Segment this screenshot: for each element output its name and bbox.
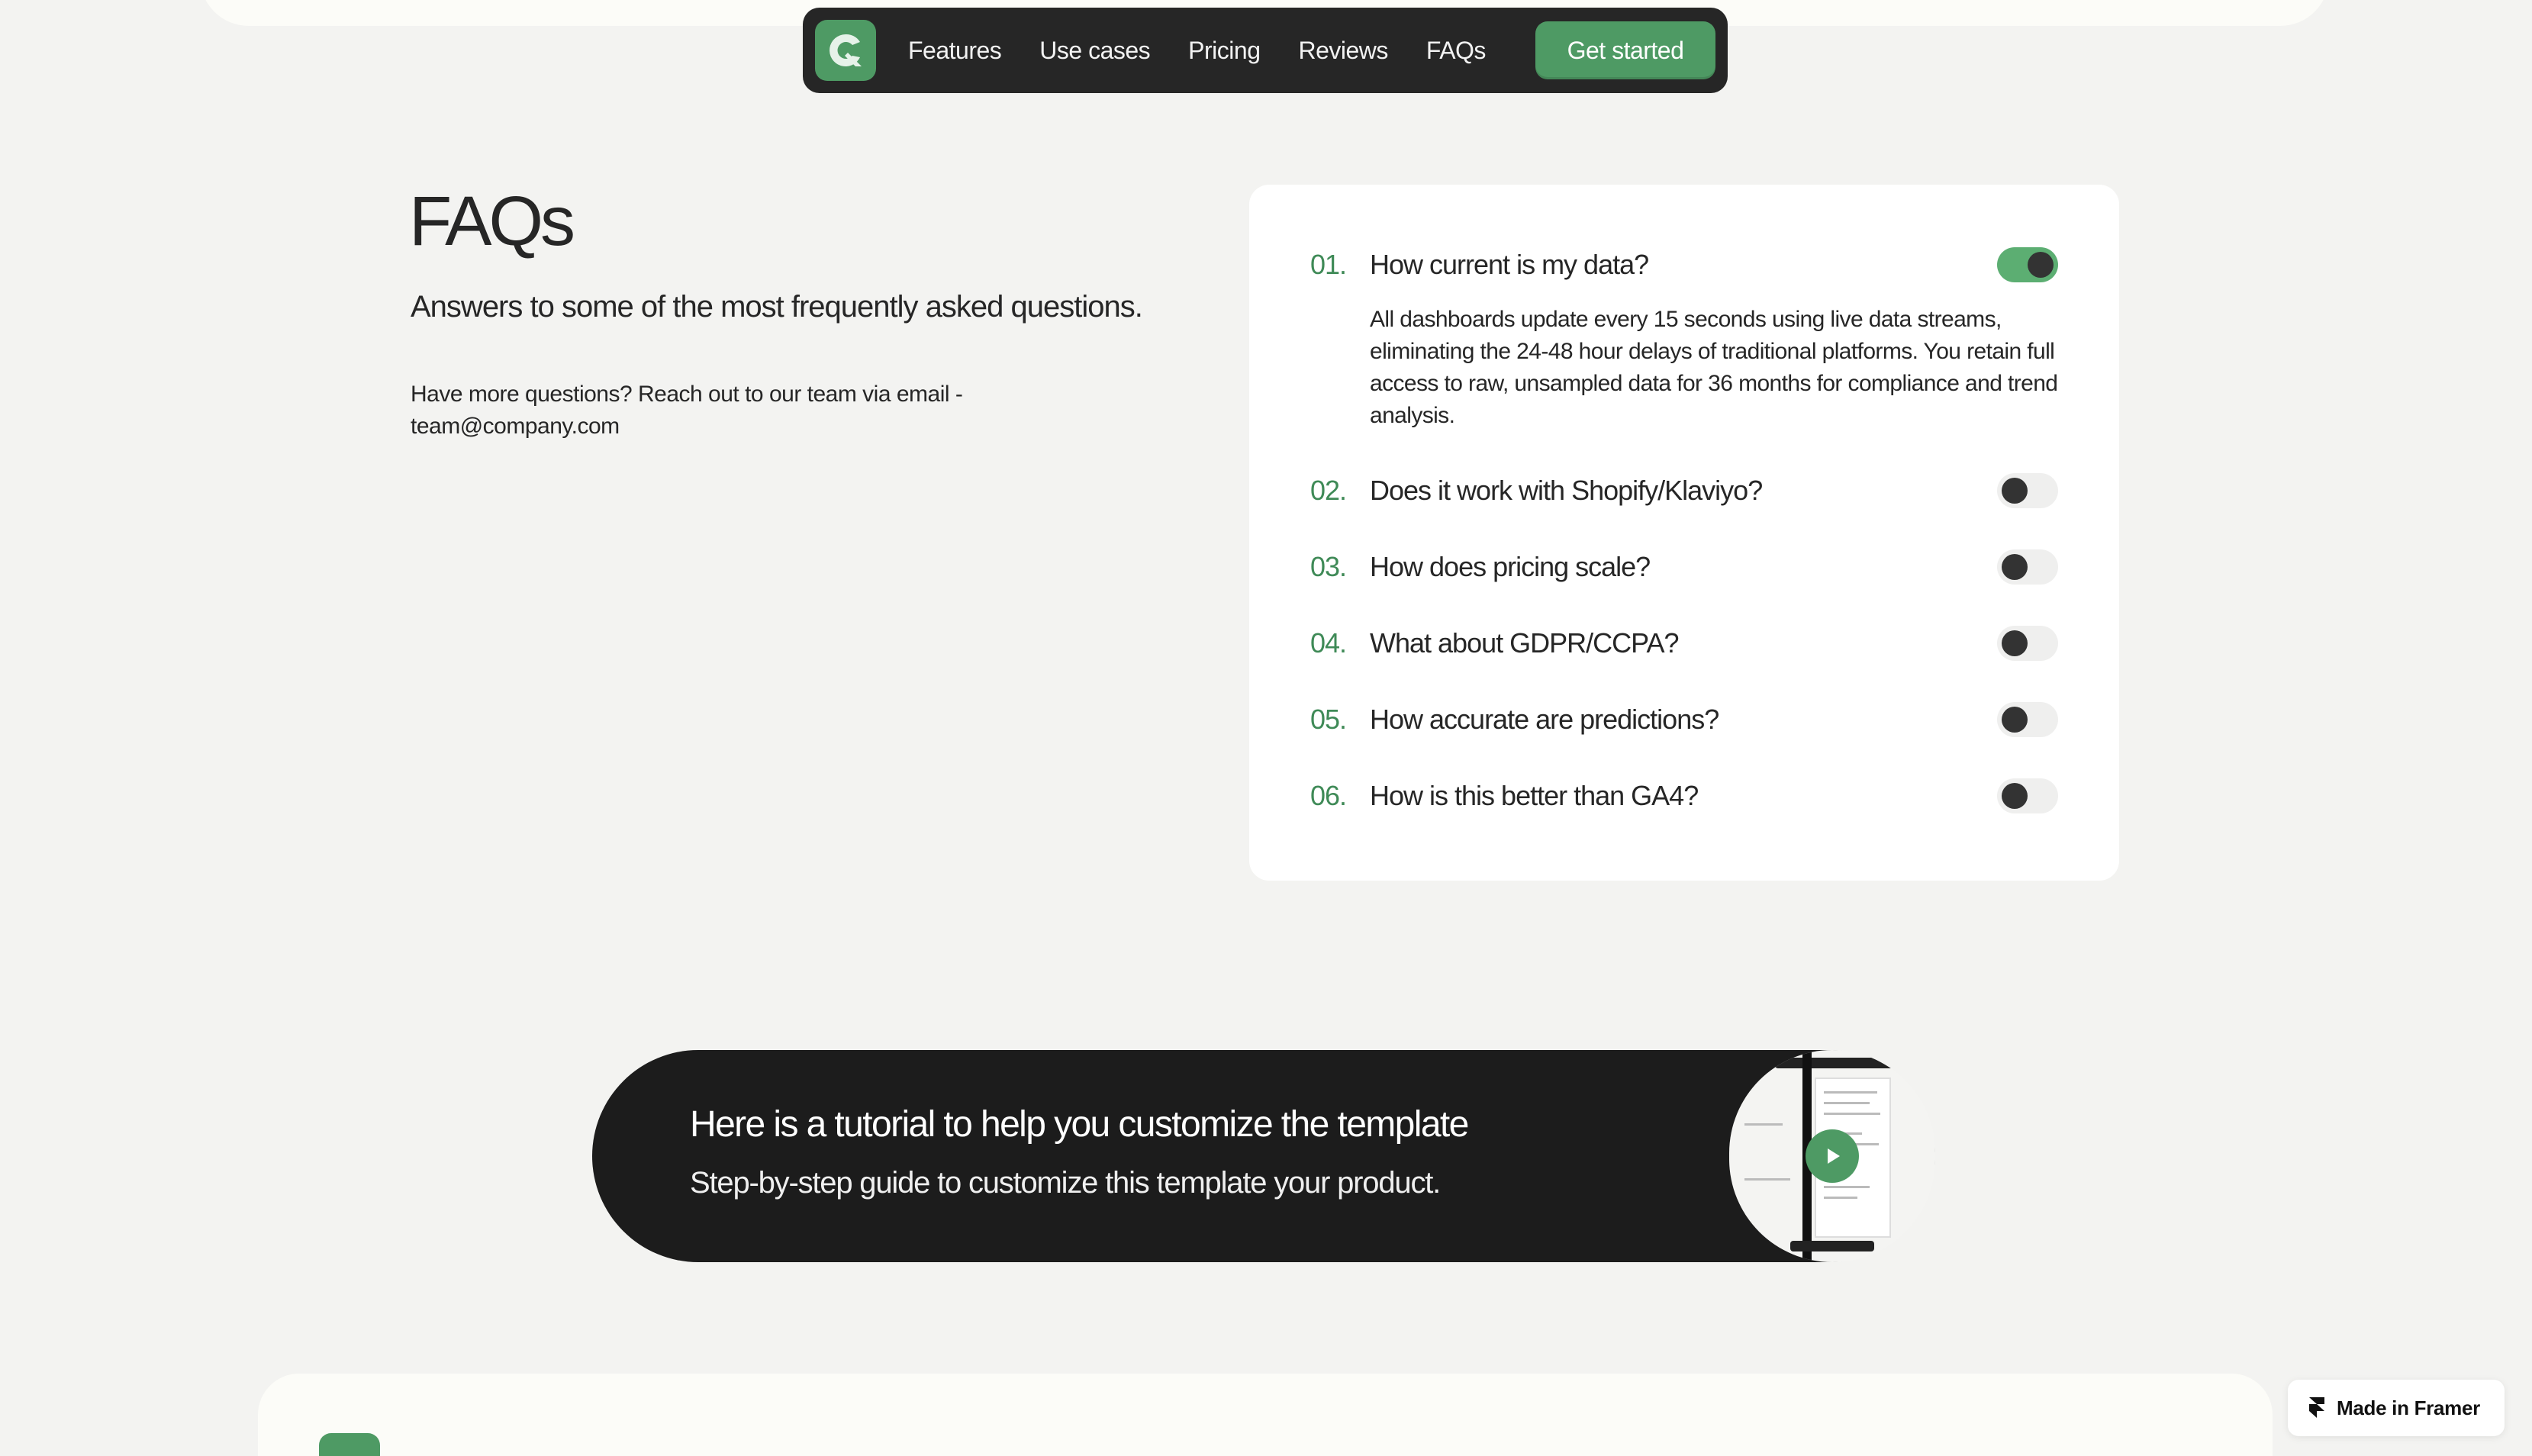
faq-item-2 <box>1310 472 2058 510</box>
footer-card <box>258 1374 2273 1456</box>
faq-toggle[interactable] <box>1997 473 2058 508</box>
nav-link-use-cases[interactable]: Use cases <box>1039 36 1151 64</box>
faq-number: 05. <box>1310 704 1347 735</box>
faq-question: How is this better than GA4? <box>1370 780 1699 811</box>
faq-question-row[interactable] <box>1310 701 2058 739</box>
toggle-knob <box>2002 707 2028 733</box>
toggle-knob <box>2002 630 2028 656</box>
tutorial-title: Here is a tutorial to help you customize the template <box>690 1104 1468 1145</box>
nav-links <box>908 37 1486 65</box>
faq-item-3 <box>1310 548 2058 586</box>
faq-number: 02. <box>1310 475 1347 506</box>
faq-toggle[interactable] <box>1997 247 2058 282</box>
toggle-knob <box>2002 783 2028 809</box>
faq-question-row[interactable] <box>1310 548 2058 586</box>
faq-item-1 <box>1310 246 2058 432</box>
faq-question-row[interactable] <box>1310 246 2058 284</box>
tutorial-banner[interactable] <box>592 1050 1935 1262</box>
faq-contact-text: Have more questions? Reach out to our team via email - team@company.com <box>411 382 963 439</box>
faq-question: How current is my data? <box>1370 249 1649 280</box>
thumbnail-line <box>1824 1186 1870 1188</box>
footer-logo-icon[interactable] <box>319 1433 380 1456</box>
toggle-knob <box>2028 252 2054 278</box>
faq-question: What about GDPR/CCPA? <box>1370 627 1679 659</box>
get-started-button[interactable]: Get started <box>1535 21 1715 79</box>
toggle-knob <box>2002 478 2028 504</box>
faq-number: 01. <box>1310 249 1347 280</box>
faq-number: 03. <box>1310 551 1347 582</box>
brand-logo-icon[interactable] <box>815 20 876 81</box>
framer-badge-label: Made in Framer <box>2337 1396 2480 1419</box>
navbar <box>803 8 1728 93</box>
made-in-framer-badge[interactable] <box>2288 1380 2505 1436</box>
faq-question: Does it work with Shopify/Klaviyo? <box>1370 475 1763 506</box>
thumbnail-toolbar <box>1775 1058 1912 1068</box>
framer-icon <box>2309 1397 2324 1419</box>
play-icon[interactable] <box>1806 1129 1859 1183</box>
tutorial-subtitle: Step-by-step guide to customize this template your product. <box>690 1166 1441 1200</box>
faq-question-row[interactable] <box>1310 624 2058 662</box>
faq-answer: All dashboards update every 15 seconds using live data streams, eliminating the 24-48 hour delays of traditional platforms. You retain full access to raw, unsampled data for 36 months for compliance and trend analysis. <box>1370 307 2058 428</box>
nav-link-features[interactable]: Features <box>908 36 1002 64</box>
thumbnail-line <box>1824 1113 1880 1115</box>
faq-question-row[interactable] <box>1310 777 2058 815</box>
faq-toggle[interactable] <box>1997 778 2058 813</box>
nav-link-faqs[interactable]: FAQs <box>1425 36 1486 64</box>
nav-link-reviews[interactable]: Reviews <box>1298 36 1388 64</box>
thumbnail-line <box>1744 1123 1783 1126</box>
faq-accordion <box>1249 185 2119 881</box>
toggle-knob <box>2002 554 2028 580</box>
faq-question: How does pricing scale? <box>1370 551 1651 582</box>
faq-question-row[interactable] <box>1310 472 2058 510</box>
thumbnail-line <box>1824 1091 1877 1094</box>
thumbnail-controls <box>1790 1241 1874 1251</box>
nav-link-pricing[interactable]: Pricing <box>1188 36 1261 64</box>
faq-subtitle: Answers to some of the most frequently asked questions. <box>411 290 1142 324</box>
faq-title: FAQs <box>409 182 573 260</box>
faq-item-5 <box>1310 701 2058 739</box>
faq-question: How accurate are predictions? <box>1370 704 1719 735</box>
faq-toggle[interactable] <box>1997 549 2058 585</box>
thumbnail-line <box>1744 1178 1790 1181</box>
faq-toggle[interactable] <box>1997 626 2058 661</box>
thumbnail-line <box>1824 1102 1870 1104</box>
faq-toggle[interactable] <box>1997 702 2058 737</box>
tutorial-video-thumbnail[interactable] <box>1729 1050 1935 1262</box>
faq-number: 04. <box>1310 627 1347 659</box>
thumbnail-line <box>1824 1197 1857 1199</box>
faq-item-6 <box>1310 777 2058 815</box>
faq-item-4 <box>1310 624 2058 662</box>
faq-number: 06. <box>1310 780 1347 811</box>
